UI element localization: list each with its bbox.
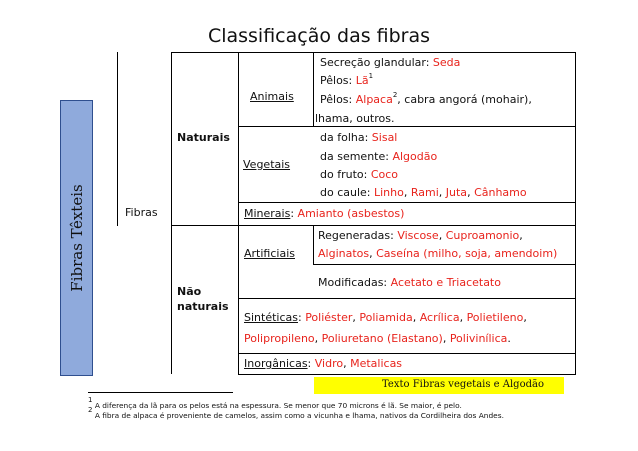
animais-line-4: lhama, outros.: [315, 112, 395, 125]
footnote-1: $^1$ A diferença da lã para os pelos está na espessura. Se menor que 70 microns é lã. Se maior, é pelo.: [88, 396, 462, 410]
vegetais-label: Vegetais: [243, 158, 291, 171]
animais-line-3: Pêlos: Alpaca$^2$, cabra angorá (mohair),: [320, 91, 532, 106]
inorganicas-row: Inorgânicas: Vidro, Metalicas: [244, 357, 403, 370]
page-title: Classificação das fibras: [207, 25, 431, 47]
minerais-row: Minerais: Amianto (asbestos): [244, 207, 405, 220]
regeneradas-line-1: Regeneradas: Viscose, Cuproamonio,: [318, 229, 523, 242]
footnote-2: $^2$ A fibra de alpaca é proveniente de camelos, assim como a vicunha e lhama, nativos da Cordilheira dos Andes.: [88, 406, 504, 420]
naturais2-label: naturais: [177, 300, 229, 313]
vegetais-line-4: do caule: Linho, Rami, Juta, Cânhamo: [320, 186, 527, 199]
nao-label: Não: [177, 285, 202, 298]
sinteticas-line-2: Polipropileno, Poliuretano (Elastano), Polivinílica.: [244, 332, 511, 345]
regeneradas-line-2: Alginatos, Caseína (milho, soja, amendoim): [318, 247, 558, 260]
texto-link-box[interactable]: [314, 377, 564, 394]
texto-link-label: Texto Fibras vegetais e Algodão: [382, 379, 544, 390]
sinteticas-line-1: Sintéticas: Poliéster, Poliamida, Acrílica, Polietileno,: [244, 311, 527, 324]
animais-line-1: Secreção glandular: Seda: [320, 56, 461, 69]
animais-label: Animais: [250, 90, 294, 103]
fibras-label: Fibras: [125, 206, 158, 219]
vegetais-line-1: da folha: Sisal: [320, 131, 398, 144]
vegetais-line-3: do fruto: Coco: [320, 168, 399, 181]
naturais-label: Naturais: [177, 131, 230, 144]
side-label: Fibras Têxteis: [67, 184, 86, 292]
vegetais-line-2: da semente: Algodão: [320, 150, 438, 163]
animais-line-2: Pêlos: $Lã^1$: [320, 72, 374, 87]
artificiais-label: Artificiais: [244, 247, 295, 260]
modificadas-line: Modificadas: Acetato e Triacetato: [318, 276, 501, 289]
side-label-box: [60, 100, 93, 376]
footnote-divider: [88, 392, 233, 393]
